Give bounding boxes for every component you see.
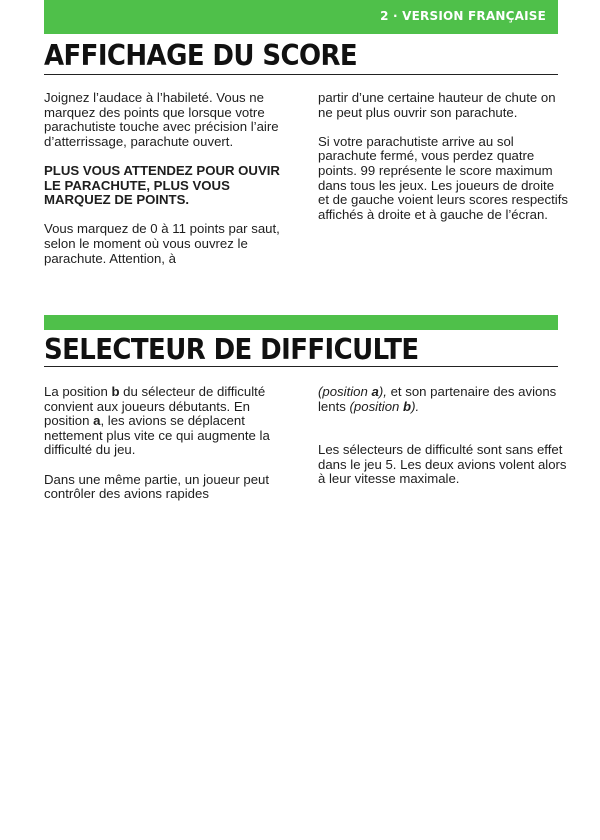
position-key: a xyxy=(93,413,101,429)
header-bar xyxy=(44,0,558,34)
text-run: et son partenaire des avions lents xyxy=(318,384,557,414)
paragraph: Les sélecteurs de difficulté sont sans effet dans le jeu 5. Les deux avions volent alors à leur vitesse maximale. xyxy=(318,442,567,487)
paragraph: Joignez l’audace à l’habileté. Vous ne marquez des points que lorsque votre parachutiste touche avec précision l’aire d’atterrissage, parachute ouvert. xyxy=(44,90,279,149)
section-divider-bar xyxy=(44,315,558,330)
section-title-difficulty: SELECTEUR DE DIFFICULTE xyxy=(44,334,419,367)
text-run: (position xyxy=(349,398,404,414)
text-run: du sélecteur de difficulté convient aux joueurs débutants. En position xyxy=(44,384,266,429)
score-column-right xyxy=(318,91,568,237)
paragraph xyxy=(44,385,294,458)
paragraph: Dans une même partie, un joueur peut contrôler des avions rapides xyxy=(44,471,270,502)
text-run: ), xyxy=(378,384,387,399)
section-title-score: AFFICHAGE DU SCORE xyxy=(44,40,358,73)
title-underline xyxy=(44,74,558,75)
paragraph xyxy=(318,385,568,414)
header-label: 2 · VERSION FRANÇAISE xyxy=(380,9,546,23)
text-run: ). xyxy=(411,398,420,414)
position-key: b xyxy=(403,398,412,414)
paragraph: Vous marquez de 0 à 11 points par saut, selon le moment où vous ouvrez le parachute. Attention, à xyxy=(44,221,280,266)
emphasis-paragraph: PLUS VOUS ATTENDEZ POUR OUVIR LE PARACHUTE, PLUS VOUS MARQUEZ DE POINTS. xyxy=(44,162,280,208)
position-key: b xyxy=(111,384,120,399)
title-underline xyxy=(44,366,558,367)
paragraph: Si votre parachutiste arrive au sol parachute fermé, vous perdez quatre points. 99 représente le score maximum dans tous les jeux. Les joueurs de droite et de gauche voient leurs scores respectifs affichés à droite et à gauche de l’écran. xyxy=(318,133,568,222)
position-key: a xyxy=(371,384,379,399)
text-run: La position xyxy=(44,384,112,399)
paragraph: partir d’une certaine hauteur de chute on ne peut plus ouvrir son parachute. xyxy=(318,90,556,120)
text-run: (position xyxy=(318,384,372,399)
difficulty-column-right xyxy=(318,385,568,502)
score-column-left xyxy=(44,91,294,281)
difficulty-column-left xyxy=(44,385,294,516)
text-run: , les avions se déplacent nettement plus vite ce qui augmente la difficulté du jeu. xyxy=(44,413,270,458)
